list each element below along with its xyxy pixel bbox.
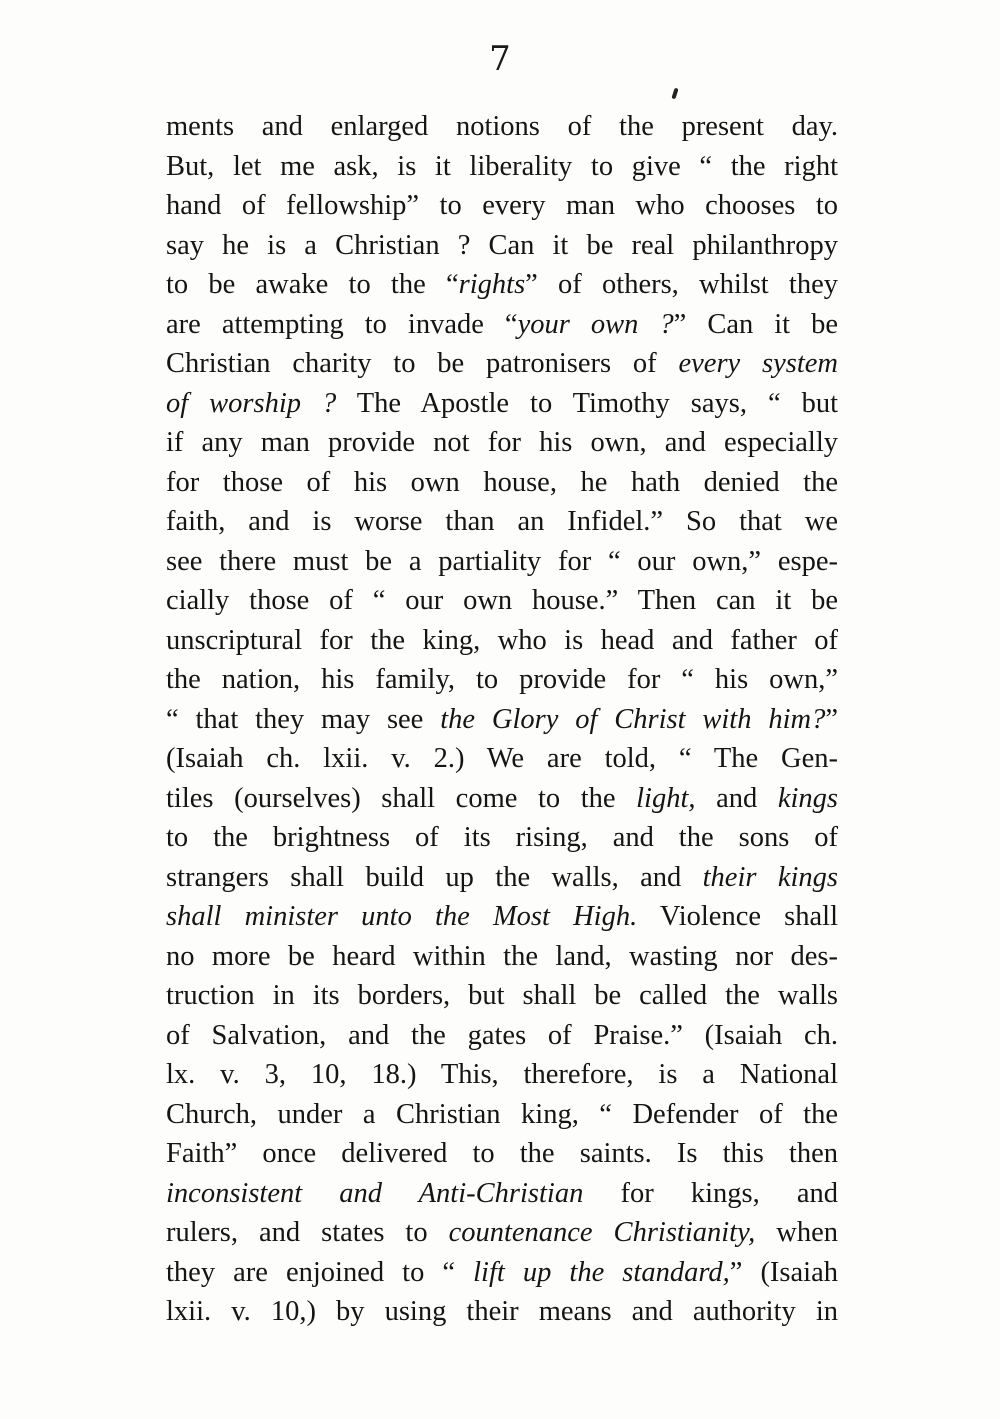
text-segment: faith, and is worse than an Infidel.” So that we — [166, 506, 838, 537]
text-line — [166, 700, 838, 740]
text-line — [166, 423, 838, 463]
text-line — [166, 1095, 838, 1135]
italic-text: kings — [777, 782, 838, 814]
text-line — [166, 858, 838, 898]
italic-text: shall minister unto the Most High. — [166, 901, 638, 932]
page-number: 7 — [489, 39, 511, 79]
text-segment: hand of fellowship” to every man who chooses to — [166, 190, 838, 221]
text-line — [166, 1213, 838, 1253]
text-line — [166, 542, 838, 582]
text-line — [166, 1134, 838, 1174]
text-segment: when — [755, 1217, 839, 1248]
text-segment: truction in its borders, but shall be called the walls — [166, 980, 838, 1011]
italic-text: of worship ? — [166, 387, 337, 419]
text-segment: lxii. v. 10,) by using their means and authority in — [166, 1296, 838, 1327]
italic-text: your own ? — [517, 308, 674, 340]
text-segment: for kings, and — [583, 1177, 839, 1209]
text-line — [166, 779, 838, 819]
text-line — [166, 344, 838, 384]
italic-text: rights — [458, 269, 526, 300]
text-line — [166, 1253, 838, 1293]
text-segment: The Apostle to Timothy says, “ but — [336, 387, 838, 419]
text-segment: if any man provide not for his own, and especially — [166, 427, 838, 458]
text-segment: the nation, his family, to provide for “ his own,” — [166, 664, 838, 695]
text-segment: for those of his own house, he hath denied the — [166, 466, 838, 498]
text-segment: see there must be a partiality for “ our own,” espe- — [166, 545, 838, 577]
text-line — [166, 818, 838, 858]
text-segment: ” of others, whilst they — [525, 269, 838, 300]
ink-mark — [671, 88, 678, 100]
text-line — [166, 502, 838, 542]
text-segment: rulers, and states to — [166, 1217, 449, 1248]
text-line — [166, 897, 838, 937]
italic-text: light, — [636, 782, 696, 814]
text-line — [166, 147, 838, 187]
text-segment: they are enjoined to “ — [166, 1256, 474, 1288]
text-segment: say he is a Christian ? Can it be real philanthropy — [166, 229, 838, 261]
italic-text: lift up the standard, — [473, 1256, 730, 1288]
text-segment: of Salvation, and the gates of Praise.” (Isaiah ch. — [166, 1019, 838, 1051]
text-segment: and — [695, 782, 778, 814]
text-segment: ” (Isaiah — [729, 1256, 838, 1288]
text-line — [166, 976, 838, 1016]
text-segment: (Isaiah ch. lxii. v. 2.) We are told, “ The Gen- — [166, 743, 838, 774]
text-line — [166, 1174, 838, 1214]
text-segment: Christian charity to be patronisers of — [166, 348, 679, 379]
text-segment: unscriptural for the king, who is head and father of — [166, 624, 838, 656]
text-line — [166, 226, 838, 266]
italic-text: inconsistent and Anti-Christian — [166, 1177, 584, 1209]
text-line — [166, 305, 838, 345]
text-line — [166, 1055, 838, 1095]
text-line — [166, 739, 838, 779]
text-segment: Faith” once delivered to the saints. Is this then — [166, 1138, 838, 1169]
text-line — [166, 581, 838, 621]
text-segment: lx. v. 3, 10, 18.) This, therefore, is a National — [166, 1059, 838, 1090]
text-line — [166, 660, 838, 700]
text-segment: tiles (ourselves) shall come to the — [166, 782, 637, 814]
text-segment: Violence shall — [637, 901, 838, 932]
text-segment: “ that they may see — [166, 703, 441, 735]
italic-text: the Glory of Christ with him? — [440, 703, 826, 735]
text-segment: cially those of “ our own house.” Then can it be — [166, 585, 838, 616]
text-segment: Church, under a Christian king, “ Defender of the — [166, 1098, 838, 1130]
text-line — [166, 621, 838, 661]
text-line — [166, 107, 838, 147]
text-segment: ments and enlarged notions of the present day. — [166, 111, 838, 142]
text-line — [166, 1292, 838, 1332]
text-segment: But, let me ask, is it liberality to give “ the right — [166, 150, 838, 182]
text-segment: strangers shall build up the walls, and — [166, 861, 703, 893]
text-segment: to the brightness of its rising, and the sons of — [166, 822, 838, 853]
text-line — [166, 1016, 838, 1056]
body-text — [166, 107, 838, 1332]
italic-text: every system — [678, 348, 839, 379]
text-line — [166, 463, 838, 503]
text-line — [166, 265, 838, 305]
text-line — [166, 186, 838, 226]
italic-text: their kings — [702, 861, 838, 893]
italic-text: countenance Christianity, — [448, 1217, 756, 1248]
text-segment: no more be heard within the land, wasting nor des- — [166, 940, 838, 972]
text-segment: ” Can it be — [673, 308, 839, 340]
text-line — [166, 384, 838, 424]
text-line — [166, 937, 838, 977]
text-segment: to be awake to the “ — [166, 269, 459, 300]
text-segment: ” — [825, 703, 838, 735]
text-segment: are attempting to invade “ — [166, 308, 518, 340]
